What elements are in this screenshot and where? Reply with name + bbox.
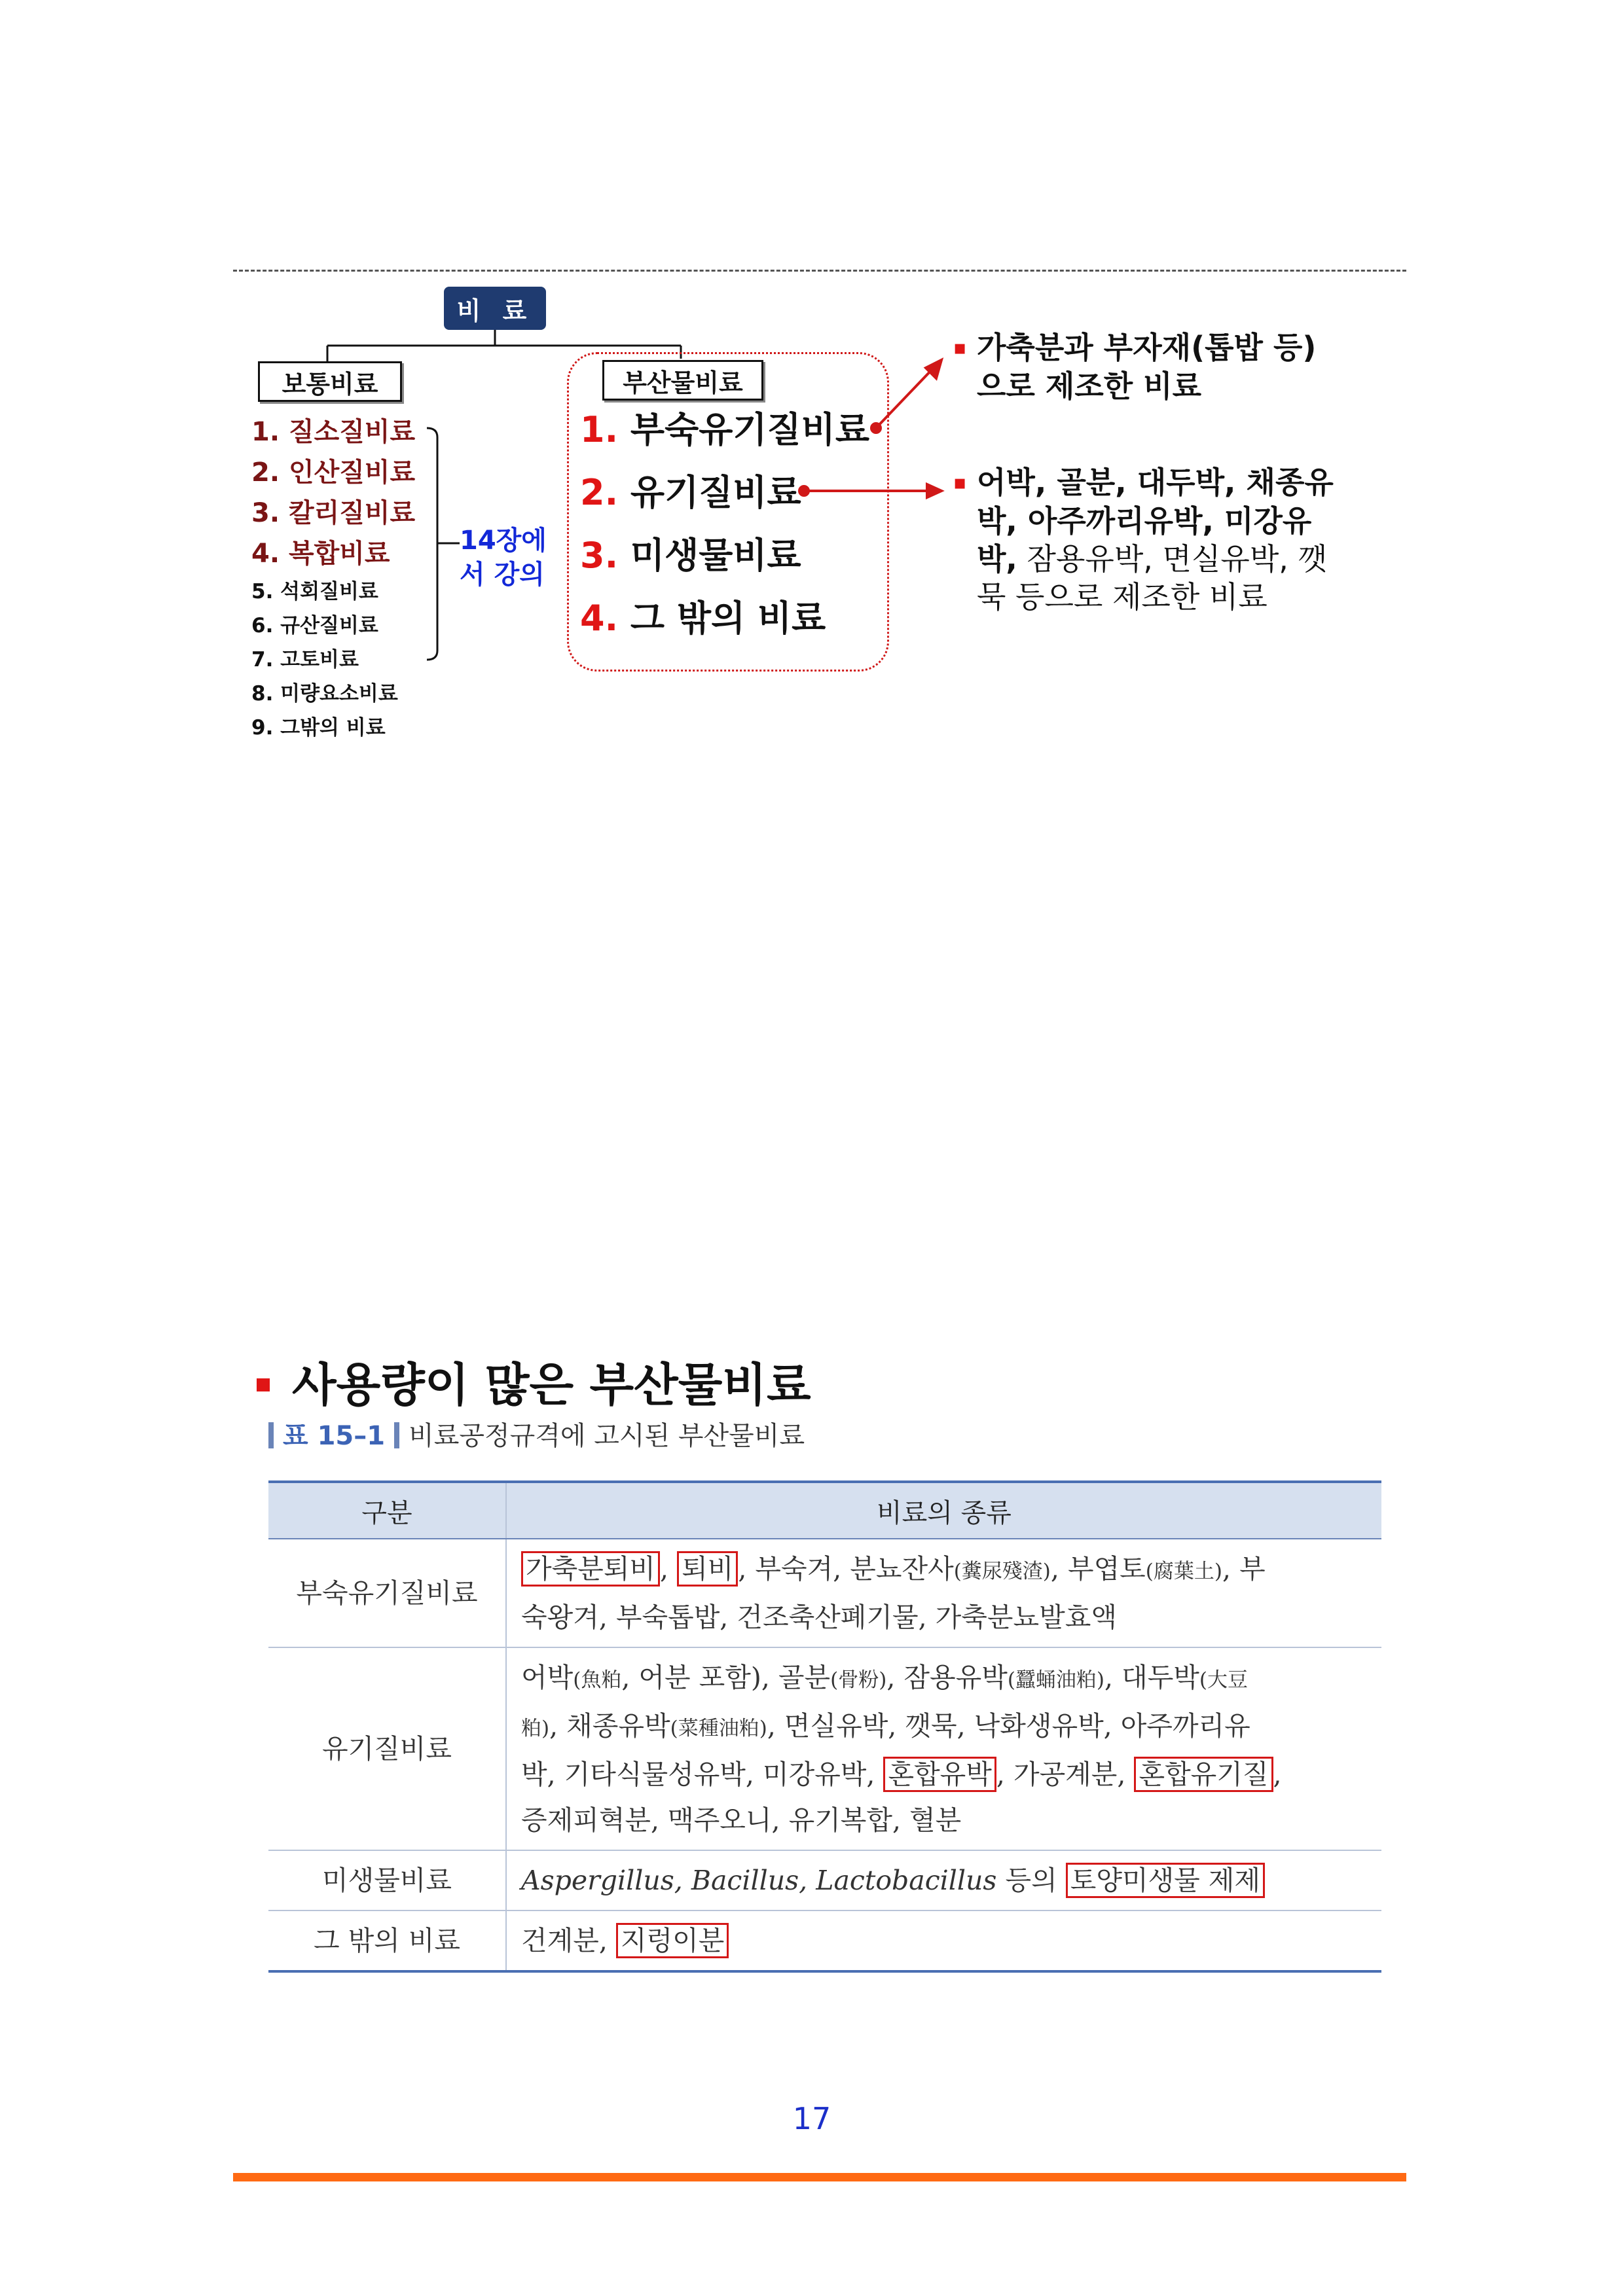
common-item-2: 2. 인산질비료	[251, 457, 416, 488]
section-title-text: 사용량이 많은 부산물비료	[292, 1358, 811, 1412]
table-row	[268, 1539, 1381, 1647]
row-label-other: 그 밖의 비료	[268, 1910, 506, 1971]
text-span: 증제피혁분, 맥주오니, 유기복합, 혈분	[521, 1804, 962, 1836]
common-item-6: 6. 규산질비료	[251, 614, 378, 637]
common-item-8: 8. 미량요소비료	[251, 682, 398, 706]
note-a-line1: 가축분과 부자재(톱밥 등)	[977, 330, 1317, 365]
note-b-line4: 묵 등으로 제조한 비료	[977, 579, 1267, 615]
table-header-row	[268, 1482, 1381, 1539]
text-span: , 부엽토	[1050, 1553, 1146, 1585]
bottom-orange-rule	[233, 2173, 1406, 2181]
row-value-decomposed	[506, 1539, 1381, 1647]
hanja-span: (菜種油粕)	[670, 1717, 767, 1740]
hanja-span: (腐葉土)	[1145, 1560, 1222, 1583]
hanja-span: (骨粉)	[830, 1668, 887, 1692]
header-types: 비료의 종류	[506, 1482, 1381, 1539]
table-row	[268, 1850, 1381, 1910]
text-span: , 부	[1222, 1553, 1266, 1585]
italic-span: Aspergillus, Bacillus, Lactobacillus	[521, 1865, 997, 1896]
byproduct-item-1	[580, 402, 869, 452]
byproduct-item-4	[580, 590, 826, 641]
chapter-note-line1: 14장에	[460, 526, 547, 556]
note-a-line2: 으로 제조한 비료	[977, 368, 1202, 404]
row-value-other	[506, 1910, 1381, 1971]
highlight-box: 지렁이분	[616, 1923, 729, 1958]
text-span: , 부숙겨, 분뇨잔사	[738, 1553, 954, 1585]
table-caption-label: 표 15–1	[283, 1421, 386, 1451]
byproduct-fertilizer-box: 부산물비료	[602, 360, 763, 401]
byproduct-item-1-num: 1.	[580, 409, 619, 450]
text-span: , 잠용유박	[886, 1662, 1008, 1693]
caption-bar-icon	[268, 1422, 274, 1448]
highlight-box: 혼합유기질	[1134, 1757, 1273, 1792]
hanja-span: (魚粕	[573, 1668, 622, 1692]
note-organic	[953, 463, 1334, 616]
root-node-fertilizer: 비 료	[444, 287, 546, 330]
square-bullet-icon	[257, 1378, 270, 1391]
byproduct-item-2-num: 2.	[580, 472, 619, 513]
byproduct-item-1-text: 부숙유기질비료	[630, 409, 870, 450]
note-b-line1: 어박, 골분, 대두박, 채종유	[977, 465, 1334, 500]
hanja-span: (糞尿殘渣)	[953, 1560, 1051, 1583]
byproduct-item-3-num: 3.	[580, 535, 619, 576]
text-span: , 대두박	[1104, 1662, 1199, 1693]
text-span: 박, 기타식물성유박, 미강유박,	[521, 1759, 884, 1790]
text-span: , 채종유박	[549, 1710, 670, 1742]
byproduct-item-4-text: 그 밖의 비료	[630, 598, 826, 639]
highlight-box: 혼합유박	[883, 1757, 996, 1792]
hanja-span: (蠶蛹油粕)	[1007, 1668, 1105, 1692]
byproduct-fertilizer-table	[268, 1480, 1381, 1973]
text-span: 어박	[521, 1662, 574, 1693]
text-span: 건계분,	[521, 1925, 616, 1956]
common-fertilizer-box: 보통비료	[258, 361, 402, 402]
table-caption	[268, 1415, 805, 1452]
common-item-9: 9. 그밖의 비료	[251, 716, 386, 740]
highlight-box: 토양미생물 제제	[1066, 1863, 1265, 1898]
common-item-7: 7. 고토비료	[251, 648, 359, 672]
byproduct-item-2	[580, 465, 801, 515]
common-item-1: 1. 질소질비료	[251, 417, 416, 447]
hanja-span: 粕)	[521, 1717, 550, 1740]
page-number: 17	[792, 2101, 831, 2136]
chapter-14-note	[460, 524, 547, 592]
table-row	[268, 1910, 1381, 1971]
table-row	[268, 1647, 1381, 1850]
text-span: 숙왕겨, 부숙톱밥, 건조축산폐기물, 가축분뇨발효액	[521, 1602, 1117, 1633]
note-b-line3-bold: 박,	[977, 541, 1017, 577]
row-value-organic	[506, 1647, 1381, 1850]
text-span: , 가공계분,	[996, 1759, 1135, 1790]
byproduct-item-3	[580, 528, 801, 578]
note-b-line3-rest: 잠용유박, 면실유박, 깻	[1017, 541, 1327, 577]
note-decomposed-organic	[953, 329, 1316, 405]
header-category: 구분	[268, 1482, 506, 1539]
note-b-line2: 박, 아주까리유박, 미강유	[977, 503, 1312, 539]
hanja-span: (大豆	[1199, 1668, 1249, 1692]
table-caption-text: 비료공정규격에 고시된 부산물비료	[409, 1421, 805, 1451]
common-item-3: 3. 칼리질비료	[251, 498, 416, 528]
common-item-5: 5. 석회질비료	[251, 580, 378, 603]
text-span: ,	[660, 1553, 678, 1585]
row-label-organic: 유기질비료	[268, 1647, 506, 1850]
chapter-note-line2: 서 강의	[460, 560, 545, 590]
text-span: ,	[1273, 1759, 1282, 1790]
byproduct-item-4-num: 4.	[580, 598, 619, 639]
text-span: , 면실유박, 깻묵, 낙화생유박, 아주까리유	[767, 1710, 1250, 1742]
byproduct-item-3-text: 미생물비료	[630, 535, 801, 576]
section-title	[257, 1348, 811, 1414]
row-label-decomposed: 부숙유기질비료	[268, 1539, 506, 1647]
text-span: , 어분 포함), 골분	[621, 1662, 831, 1693]
common-item-4: 4. 복합비료	[251, 539, 390, 569]
caption-bar-icon	[394, 1422, 399, 1448]
highlight-box: 가축분퇴비	[521, 1551, 660, 1587]
row-value-microbial	[506, 1850, 1381, 1910]
byproduct-item-2-text: 유기질비료	[630, 472, 801, 513]
bullet-icon: ▪	[953, 471, 967, 494]
bullet-icon: ▪	[953, 336, 967, 359]
highlight-box: 퇴비	[677, 1551, 738, 1587]
text-span: 등의	[996, 1865, 1066, 1896]
row-label-microbial: 미생물비료	[268, 1850, 506, 1910]
fertilizer-classification-diagram	[0, 0, 1623, 785]
